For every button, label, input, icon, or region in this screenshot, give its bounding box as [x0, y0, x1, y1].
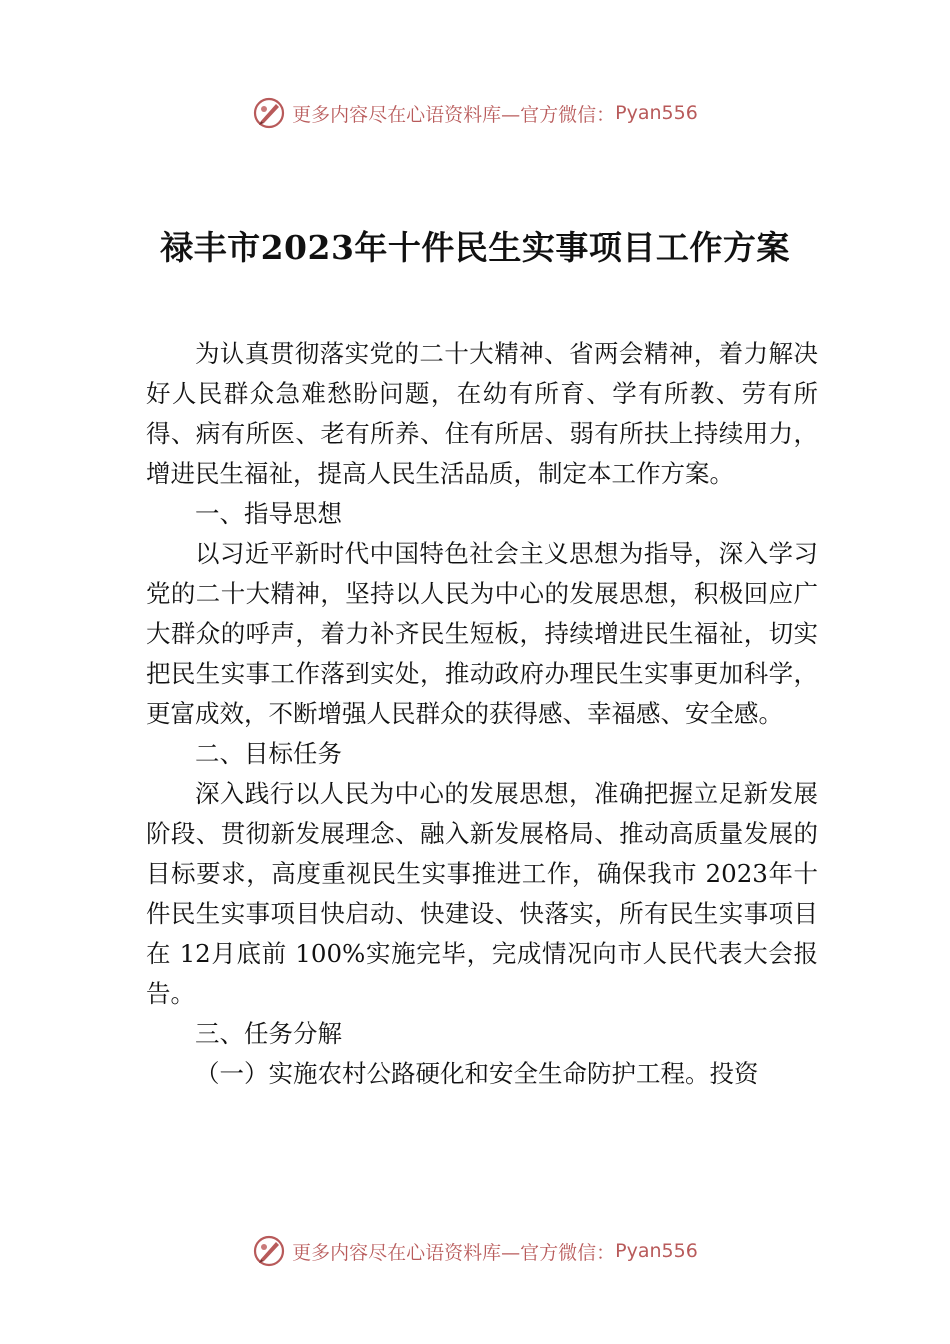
header-banner	[0, 96, 950, 130]
document-body	[146, 334, 818, 1094]
section-heading-goals: 二、目标任务	[195, 739, 342, 768]
pen-seal-logo-icon	[252, 1234, 286, 1268]
footer-banner	[0, 1234, 950, 1268]
banner-text: 更多内容尽在心语资料库—官方微信：	[292, 103, 616, 126]
goals-paragraph: 深入践行以人民为中心的发展思想，准确把握立足新发展阶段、贯彻新发展理念、融入新发展格局、推动高质量发展的目标要求，高度重视民生实事推进工作，确保我市 2023年十件民生实事项目快启动、快建设、快落实，所有民生实事项目在 12月底前 100%实施完毕，完成情况向市人民代表大会报告。	[146, 779, 818, 1008]
banner-wechat-id: Pyan556	[615, 102, 698, 124]
intro-paragraph: 为认真贯彻落实党的二十大精神、省两会精神，着力解决好人民群众急难愁盼问题，在幼有所育、学有所教、劳有所得、病有所医、老有所养、住有所居、弱有所扶上持续用力，增进民生福祉，提高人民生活品质，制定本工作方案。	[146, 339, 818, 488]
guiding-thought-paragraph: 以习近平新时代中国特色社会主义思想为指导，深入学习党的二十大精神，坚持以人民为中心的发展思想，积极回应广大群众的呼声，着力补齐民生短板，持续增进民生福祉，切实把民生实事工作落到实处，推动政府办理民生实事更加科学，更富成效，不断增强人民群众的获得感、幸福感、安全感。	[146, 539, 818, 728]
banner-text: 更多内容尽在心语资料库—官方微信：	[292, 1241, 616, 1264]
pen-seal-logo-icon	[252, 96, 286, 130]
task-item-1: （一）实施农村公路硬化和安全生命防护工程。投资	[195, 1059, 759, 1088]
section-heading-task-breakdown: 三、任务分解	[195, 1019, 342, 1048]
section-heading-guiding-thought: 一、指导思想	[195, 499, 342, 528]
document-title: 禄丰市2023年十件民生实事项目工作方案	[160, 228, 790, 267]
banner-wechat-id: Pyan556	[615, 1240, 698, 1262]
